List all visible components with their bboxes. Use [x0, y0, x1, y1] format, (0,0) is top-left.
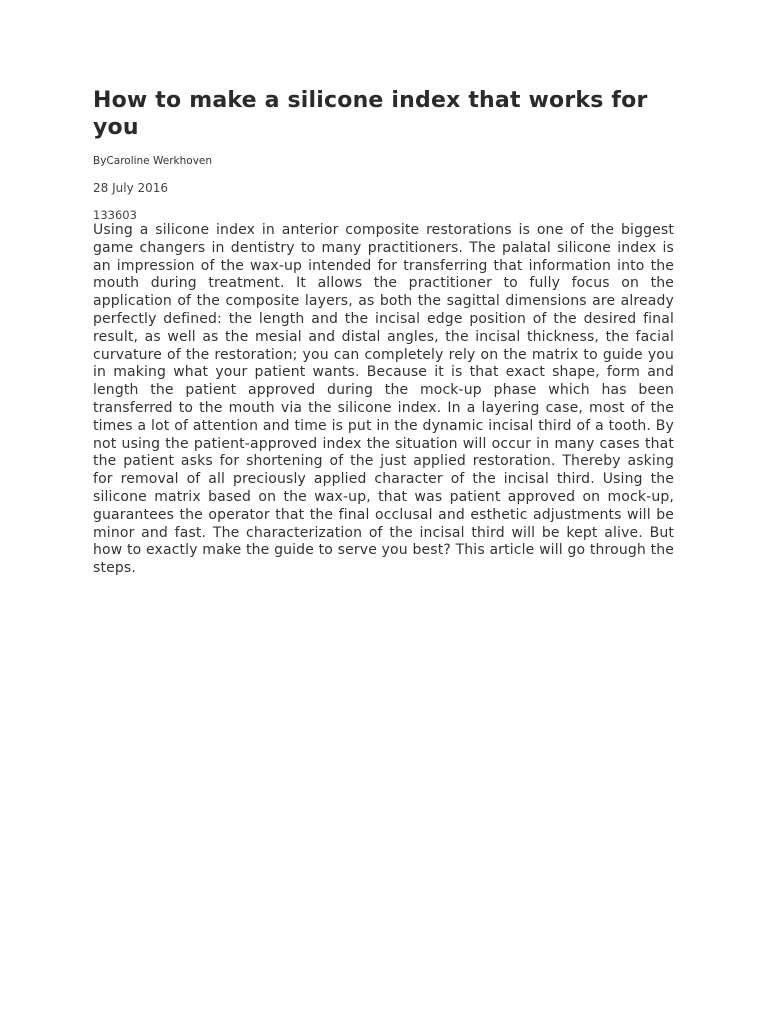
- author-name: Caroline Werkhoven: [106, 155, 213, 167]
- article-body: Using a silicone index in anterior composite restorations is one of the biggest game changers in dentistry to many practitioners. The palatal silicone index is an impression of the wax-up intended for transferring that information into the mouth during treatment. It allows the practitioner to fully focus on the application of the composite layers, as both the sagittal dimensions are already perfectly defined: the length and the incisal edge position of the desired final result, as well as the mesial and distal angles, the incisal thickness, the facial curvature of the restoration; you can completely rely on the matrix to guide you in making what your patient wants. Because it is that exact shape, form and length the patient approved during the mock-up phase which has been transferred to the mouth via the silicone index. In a layering case, most of the times a lot of attention and time is put in the dynamic incisal third of a tooth. By not using the patient-approved index the situation will occur in many cases that the patient asks for shortening of the just applied restoration. Thereby asking for removal of all preciously applied character of the incisal third. Using the silicone matrix based on the wax-up, that was patient approved on mock-up, guarantees the operator that the final occlusal and esthetic adjustments will be minor and fast. The characterization of the incisal third will be kept alive. But how to exactly make the guide to serve you best? This article will go through the steps.: [93, 222, 674, 577]
- byline-prefix: By: [93, 155, 107, 167]
- article-number: 133603: [93, 208, 137, 222]
- article: [93, 87, 674, 578]
- byline: [93, 154, 674, 168]
- publish-date: 28 July 2016: [93, 181, 169, 195]
- article-title: How to make a silicone index that works for you: [93, 88, 648, 140]
